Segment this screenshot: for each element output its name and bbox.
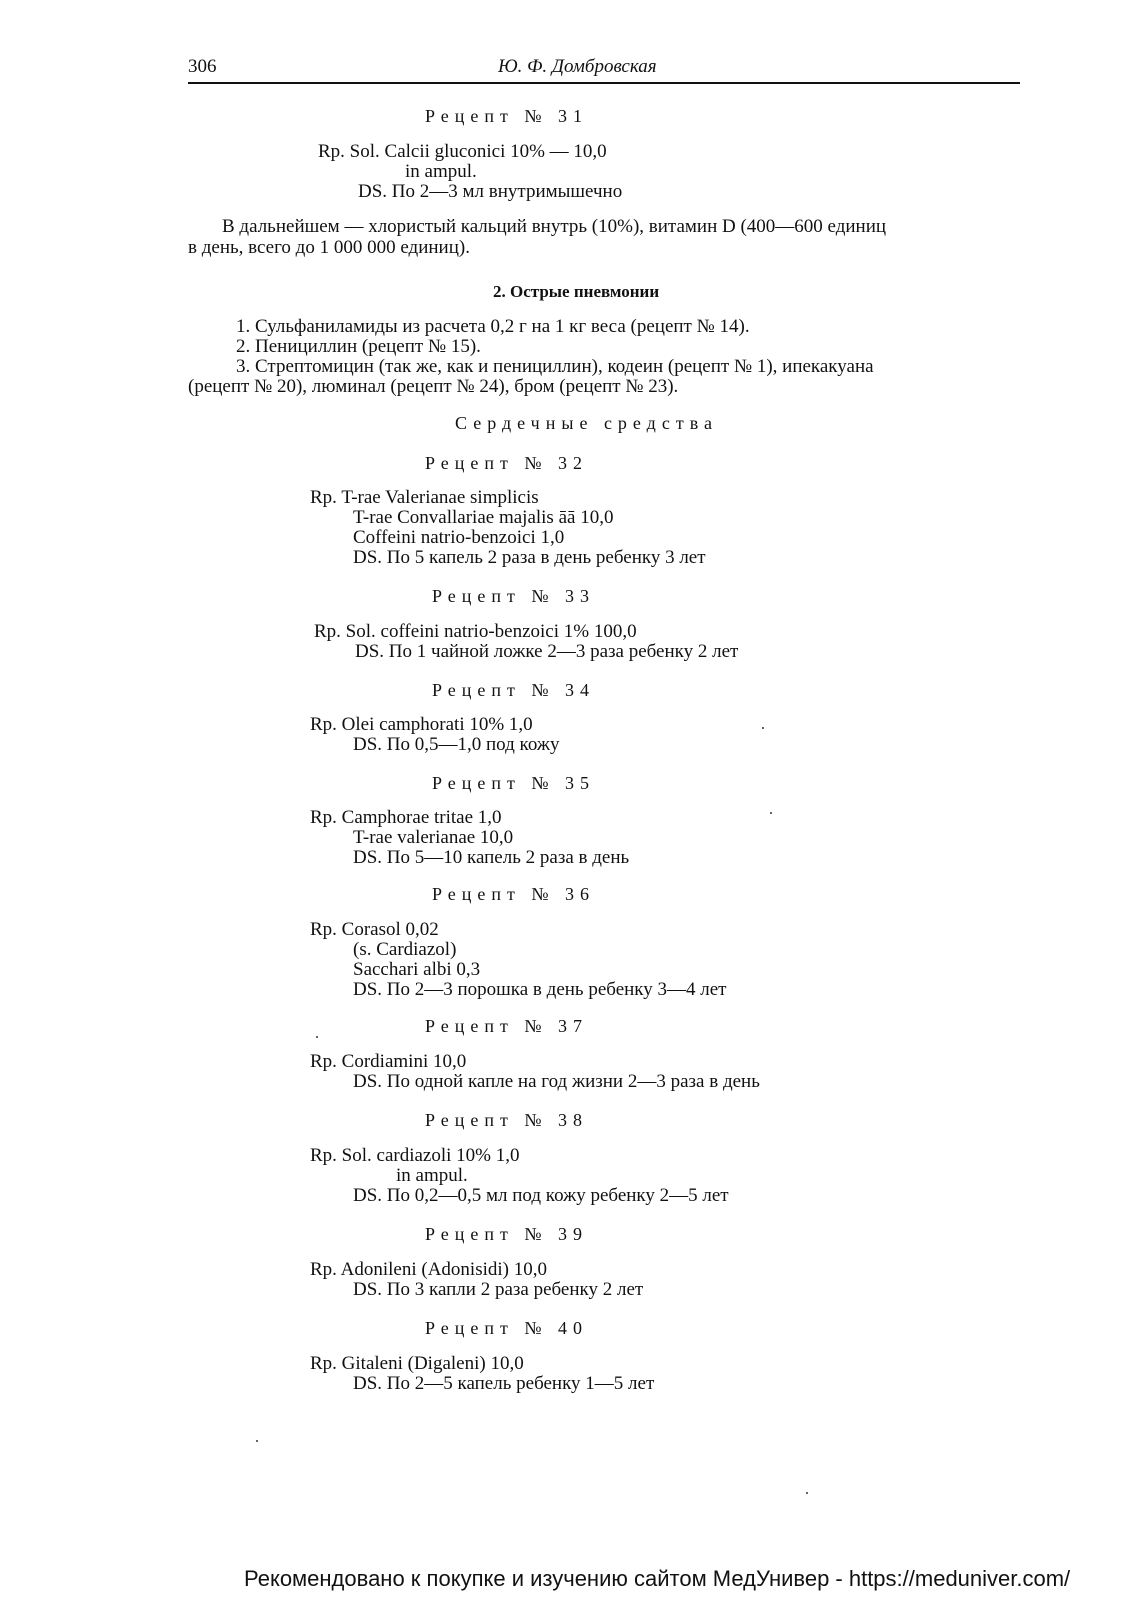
- running-header-author: Ю. Ф. Домбровская: [498, 56, 657, 77]
- paragraph-line: В дальнейшем — хлористый кальций внутрь (10%), витамин D (400—600 единиц: [222, 216, 887, 237]
- recipe-38-line: Rp. Sol. cardiazoli 10% 1,0: [310, 1145, 520, 1166]
- scan-speck: [256, 1440, 258, 1442]
- recipe-34-line: Rp. Olei camphorati 10% 1,0: [310, 714, 533, 735]
- section-heading: 2. Острые пневмонии: [493, 282, 660, 301]
- recipe-31-line: DS. По 2—3 мл внутримышечно: [358, 181, 623, 202]
- recipe-40-title: Рецепт № 40: [425, 1318, 589, 1338]
- recipe-31-line: in ampul.: [405, 161, 477, 182]
- list-item: 2. Пенициллин (рецепт № 15).: [236, 336, 481, 357]
- recipe-31-line: Rp. Sol. Calcii gluconici 10% — 10,0: [318, 141, 607, 162]
- recipe-38-line: DS. По 0,2—0,5 мл под кожу ребенку 2—5 лет: [353, 1185, 729, 1206]
- recipe-34-line: DS. По 0,5—1,0 под кожу: [353, 734, 560, 755]
- recipe-35-title: Рецепт № 35: [432, 773, 596, 793]
- recipe-35-line: Rp. Camphorae tritae 1,0: [310, 807, 502, 828]
- recipe-39-line: Rp. Adonileni (Adonisidi) 10,0: [310, 1259, 547, 1280]
- recipe-40-line: DS. По 2—5 капель ребенку 1—5 лет: [353, 1373, 655, 1394]
- recipe-36-title: Рецепт № 36: [432, 884, 596, 904]
- list-item: 1. Сульфаниламиды из расчета 0,2 г на 1 кг веса (рецепт № 14).: [236, 316, 750, 337]
- recipe-36-line: DS. По 2—3 порошка в день ребенку 3—4 лет: [353, 979, 727, 1000]
- recipe-39-title: Рецепт № 39: [425, 1224, 589, 1244]
- recipe-34-title: Рецепт № 34: [432, 680, 596, 700]
- recipe-35-line: DS. По 5—10 капель 2 раза в день: [353, 847, 630, 868]
- recipe-33-title: Рецепт № 33: [432, 586, 596, 606]
- page-number: 306: [188, 56, 217, 77]
- recipe-37-line: Rp. Cordiamini 10,0: [310, 1051, 467, 1072]
- scan-speck: [762, 727, 764, 729]
- scan-speck: [806, 1492, 808, 1494]
- scan-speck: [770, 812, 772, 814]
- recipe-36-line: Sacchari albi 0,3: [353, 959, 481, 980]
- header-rule: [188, 82, 1020, 84]
- recipe-35-line: T-rae valerianae 10,0: [353, 827, 514, 848]
- recipe-32-line: DS. По 5 капель 2 раза в день ребенку 3 лет: [353, 547, 706, 568]
- recipe-37-title: Рецепт № 37: [425, 1016, 589, 1036]
- recipe-37-line: DS. По одной капле на год жизни 2—3 раза в день: [353, 1071, 760, 1092]
- subsection-heading: Сердечные средства: [455, 413, 718, 433]
- recipe-36-line: Rp. Corasol 0,02: [310, 919, 439, 940]
- recipe-32-line: Coffeini natrio-benzoici 1,0: [353, 527, 565, 548]
- recipe-33-line: Rp. Sol. coffeini natrio-benzoici 1% 100,0: [314, 621, 637, 642]
- paragraph-line: в день, всего до 1 000 000 единиц).: [188, 237, 470, 258]
- recipe-36-line: (s. Cardiazol): [353, 939, 457, 960]
- footer-watermark: Рекомендовано к покупке и изучению сайтом МедУнивер - https://meduniver.com/: [244, 1566, 1071, 1591]
- recipe-39-line: DS. По 3 капли 2 раза ребенку 2 лет: [353, 1279, 644, 1300]
- list-item: 3. Стрептомицин (так же, как и пенициллин), кодеин (рецепт № 1), ипекакуана: [236, 356, 874, 377]
- recipe-32-title: Рецепт № 32: [425, 453, 589, 473]
- recipe-40-line: Rp. Gitaleni (Digaleni) 10,0: [310, 1353, 524, 1374]
- recipe-38-line: in ampul.: [396, 1165, 468, 1186]
- recipe-31-title: Рецепт № 31: [425, 106, 589, 126]
- recipe-32-line: Rp. T-rae Valerianae simplicis: [310, 487, 539, 508]
- recipe-33-line: DS. По 1 чайной ложке 2—3 раза ребенку 2 лет: [355, 641, 739, 662]
- scan-speck: [316, 1036, 318, 1038]
- recipe-32-line: T-rae Convallariae majalis āā 10,0: [353, 507, 614, 528]
- recipe-38-title: Рецепт № 38: [425, 1110, 589, 1130]
- list-item-continuation: (рецепт № 20), люминал (рецепт № 24), бром (рецепт № 23).: [188, 376, 679, 397]
